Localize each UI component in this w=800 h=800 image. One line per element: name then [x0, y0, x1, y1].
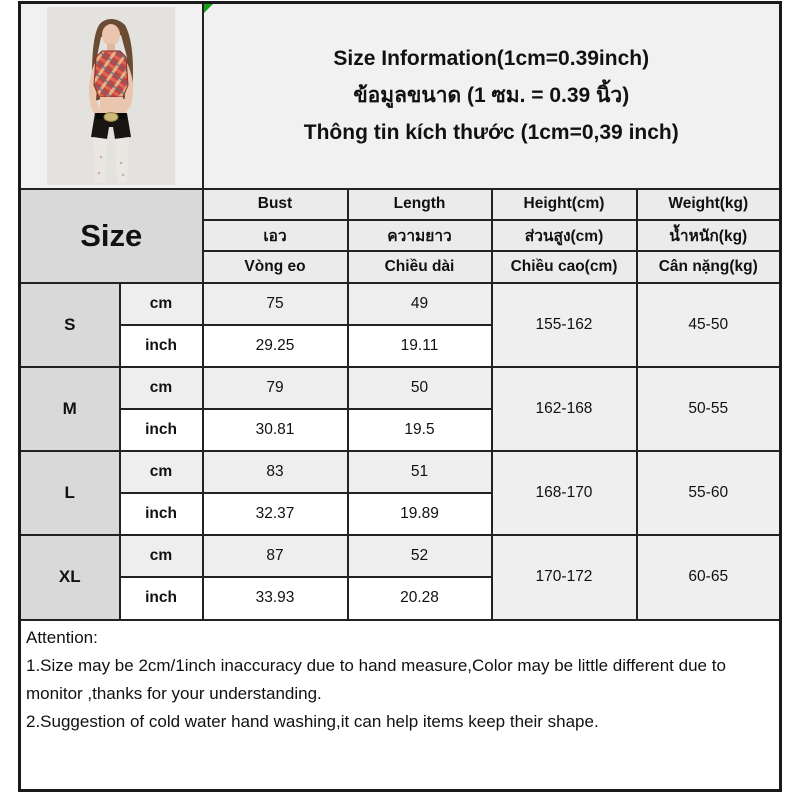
size-label-s: S	[20, 283, 120, 367]
header-weight-th: น้ำหนัก(kg)	[637, 220, 781, 251]
table-row	[20, 451, 781, 493]
product-photo-cell	[20, 3, 203, 189]
cell-s-bust-cm: 75	[203, 283, 348, 325]
cell-xl-bust-cm: 87	[203, 535, 348, 577]
cell-s-height: 155-162	[492, 283, 637, 367]
cell-l-bust-inch: 32.37	[203, 493, 348, 535]
attention-line-2: 2.Suggestion of cold water hand washing,it can help items keep their shape.	[26, 711, 599, 731]
cell-xl-length-cm: 52	[348, 535, 492, 577]
size-header: Size	[20, 189, 203, 283]
cell-xl-length-inch: 20.28	[348, 577, 492, 620]
size-label-l: L	[20, 451, 120, 535]
title-line-th: ข้อมูลขนาด (1 ซม. = 0.39 นิ้ว)	[353, 84, 630, 108]
header-length-th: ความยาว	[348, 220, 492, 251]
header-weight-vi: Cân nặng(kg)	[637, 251, 781, 283]
green-corner-flag-icon	[204, 4, 213, 13]
cell-m-length-inch: 19.5	[348, 409, 492, 451]
size-chart-sheet	[18, 1, 781, 794]
cell-s-length-cm: 49	[348, 283, 492, 325]
unit-inch-m: inch	[120, 409, 203, 451]
cell-s-weight: 45-50	[637, 283, 781, 367]
header-bust-th: เอว	[203, 220, 348, 251]
cell-m-length-cm: 50	[348, 367, 492, 409]
product-photo	[21, 4, 202, 188]
header-height-vi: Chiều cao(cm)	[492, 251, 637, 283]
header-length-en: Length	[348, 189, 492, 220]
cell-m-height: 162-168	[492, 367, 637, 451]
cell-l-length-inch: 19.89	[348, 493, 492, 535]
cell-xl-bust-inch: 33.93	[203, 577, 348, 620]
cell-m-bust-cm: 79	[203, 367, 348, 409]
attention-line-1: 1.Size may be 2cm/1inch inaccuracy due to hand measure,Color may be little different due to monitor ,thanks for your understanding.	[26, 655, 726, 703]
unit-cm-m: cm	[120, 367, 203, 409]
size-table	[18, 1, 782, 792]
size-label-xl: XL	[20, 535, 120, 620]
header-length-vi: Chiều dài	[348, 251, 492, 283]
title-line-en: Size Information(1cm=0.39inch)	[333, 47, 650, 71]
cell-l-height: 168-170	[492, 451, 637, 535]
cell-xl-weight: 60-65	[637, 535, 781, 620]
model-photo-illustration	[47, 7, 175, 185]
unit-inch-xl: inch	[120, 577, 203, 620]
header-bust-vi: Vòng eo	[203, 251, 348, 283]
header-bust-en: Bust	[203, 189, 348, 220]
size-label-m: M	[20, 367, 120, 451]
unit-cm-xl: cm	[120, 535, 203, 577]
unit-cm-s: cm	[120, 283, 203, 325]
title-cell	[203, 3, 781, 189]
cell-l-weight: 55-60	[637, 451, 781, 535]
table-row	[20, 535, 781, 577]
header-weight-en: Weight(kg)	[637, 189, 781, 220]
unit-inch-s: inch	[120, 325, 203, 367]
cell-l-bust-cm: 83	[203, 451, 348, 493]
cell-m-bust-inch: 30.81	[203, 409, 348, 451]
title-line-vi: Thông tin kích thước (1cm=0,39 inch)	[303, 121, 679, 145]
cell-s-bust-inch: 29.25	[203, 325, 348, 367]
header-height-th: ส่วนสูง(cm)	[492, 220, 637, 251]
table-row	[20, 283, 781, 325]
cell-m-weight: 50-55	[637, 367, 781, 451]
cell-xl-height: 170-172	[492, 535, 637, 620]
unit-inch-l: inch	[120, 493, 203, 535]
attention-note-cell	[20, 620, 781, 791]
header-height-en: Height(cm)	[492, 189, 637, 220]
unit-cm-l: cm	[120, 451, 203, 493]
cell-s-length-inch: 19.11	[348, 325, 492, 367]
attention-title: Attention:	[26, 627, 98, 647]
table-row	[20, 367, 781, 409]
cell-l-length-cm: 51	[348, 451, 492, 493]
